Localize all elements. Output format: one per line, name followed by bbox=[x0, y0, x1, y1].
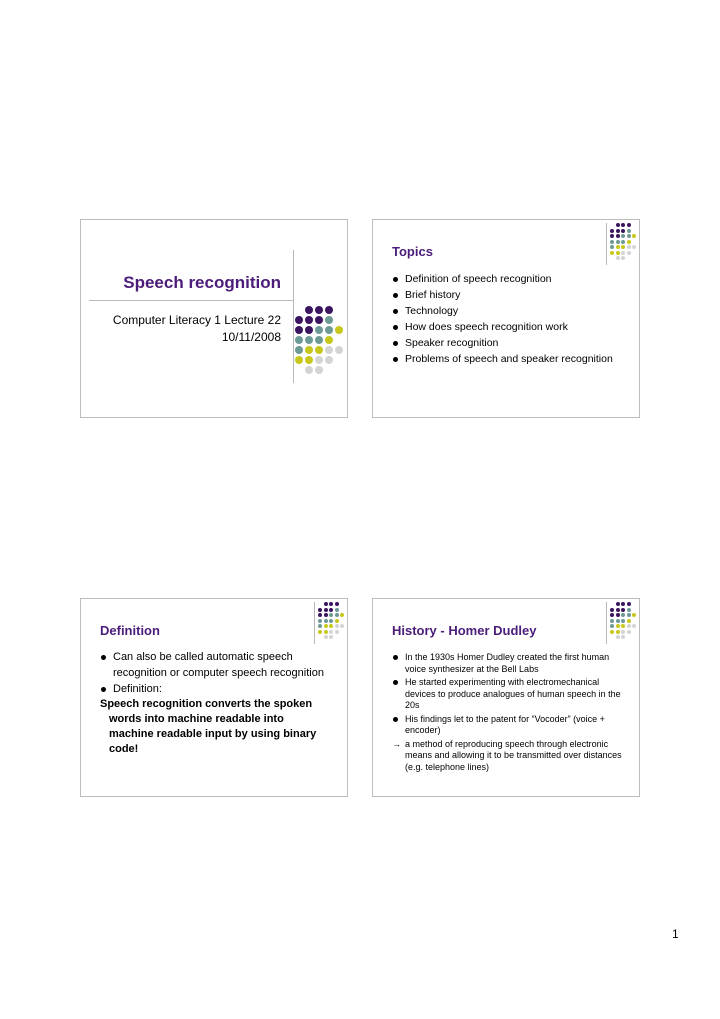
decorative-dot bbox=[325, 346, 333, 354]
list-item: Definition of speech recognition bbox=[392, 271, 613, 287]
decorative-dot bbox=[324, 613, 328, 617]
decorative-dot bbox=[610, 229, 614, 233]
decorative-dot bbox=[340, 624, 344, 628]
decorative-dot bbox=[616, 613, 620, 617]
list-item: He started experimenting with electromechanical devices to produce analogues of human speech in the 20s bbox=[392, 677, 632, 712]
decorative-dot bbox=[616, 602, 620, 606]
decorative-dot bbox=[305, 336, 313, 344]
decorative-dot bbox=[621, 251, 625, 255]
decorative-dot bbox=[324, 630, 328, 634]
decorative-dot bbox=[621, 608, 625, 612]
decorative-dot bbox=[621, 619, 625, 623]
decorative-dot bbox=[335, 630, 339, 634]
decorative-dot bbox=[329, 635, 333, 639]
decorative-dot bbox=[315, 366, 323, 374]
decorative-dot bbox=[295, 346, 303, 354]
decorative-dot bbox=[616, 635, 620, 639]
decorative-dot bbox=[335, 346, 343, 354]
decorative-dot bbox=[621, 602, 625, 606]
decorative-dot bbox=[610, 613, 614, 617]
slide-history bbox=[372, 598, 640, 797]
decorative-dot bbox=[627, 251, 631, 255]
divider-vertical bbox=[314, 602, 315, 644]
decorative-dot bbox=[335, 619, 339, 623]
decorative-dot bbox=[621, 240, 625, 244]
list-item-arrow: → a method of reproducing speech through electronic means and allowing it to be transmitted over distances (e.g. telephone lines) bbox=[392, 739, 632, 774]
decorative-dot bbox=[632, 234, 636, 238]
decorative-dot bbox=[616, 234, 620, 238]
decorative-dot bbox=[627, 223, 631, 227]
decorative-dot bbox=[621, 630, 625, 634]
decorative-dot bbox=[610, 630, 614, 634]
slide-definition bbox=[80, 598, 348, 797]
slide-title bbox=[80, 219, 348, 418]
list-item: Brief history bbox=[392, 287, 613, 303]
slide-heading: History - Homer Dudley bbox=[392, 623, 537, 638]
list-item: Definition: bbox=[100, 681, 335, 697]
decorative-dot bbox=[305, 356, 313, 364]
history-list bbox=[392, 652, 632, 775]
decorative-dot bbox=[329, 624, 333, 628]
decorative-dot bbox=[610, 251, 614, 255]
decorative-dot bbox=[340, 613, 344, 617]
decorative-dot bbox=[335, 624, 339, 628]
decorative-dot bbox=[627, 229, 631, 233]
list-item: His findings let to the patent for “Vocoder” (voice + encoder) bbox=[392, 714, 632, 737]
divider-vertical bbox=[293, 250, 294, 383]
decorative-dot bbox=[325, 336, 333, 344]
decorative-dot bbox=[610, 619, 614, 623]
decorative-dot bbox=[627, 624, 631, 628]
decorative-dot bbox=[627, 245, 631, 249]
decorative-dot bbox=[610, 608, 614, 612]
decorative-dot bbox=[295, 336, 303, 344]
decorative-dot bbox=[315, 356, 323, 364]
decorative-dot bbox=[295, 356, 303, 364]
decorative-dot bbox=[627, 613, 631, 617]
decorative-dot bbox=[616, 223, 620, 227]
decorative-dot bbox=[616, 630, 620, 634]
decorative-dot bbox=[324, 635, 328, 639]
decorative-dot bbox=[621, 223, 625, 227]
decorative-dot bbox=[627, 608, 631, 612]
decorative-dot bbox=[610, 245, 614, 249]
list-item: Can also be called automatic speech recognition or computer speech recognition bbox=[100, 649, 335, 681]
decorative-dot bbox=[315, 316, 323, 324]
decorative-dot bbox=[325, 316, 333, 324]
decorative-dot bbox=[329, 613, 333, 617]
decorative-dot bbox=[627, 234, 631, 238]
decorative-dot bbox=[632, 624, 636, 628]
decorative-dot bbox=[610, 624, 614, 628]
definition-line: words into machine readable into bbox=[109, 713, 284, 725]
decorative-dot bbox=[329, 608, 333, 612]
slide-heading: Topics bbox=[392, 244, 433, 259]
decorative-dot bbox=[305, 366, 313, 374]
definition-line: code! bbox=[109, 743, 139, 755]
slide-topics bbox=[372, 219, 640, 418]
decorative-dot bbox=[305, 316, 313, 324]
page-number: 1 bbox=[672, 927, 679, 941]
decorative-dot bbox=[632, 613, 636, 617]
decorative-dot bbox=[305, 346, 313, 354]
decorative-dot bbox=[329, 619, 333, 623]
decorative-dot bbox=[318, 613, 322, 617]
decorative-dot bbox=[627, 240, 631, 244]
decorative-dot bbox=[335, 602, 339, 606]
list-item: In the 1930s Homer Dudley created the first human voice synthesizer at the Bell Labs bbox=[392, 652, 632, 675]
decorative-dot bbox=[335, 608, 339, 612]
decorative-dot bbox=[324, 619, 328, 623]
list-item: Speaker recognition bbox=[392, 335, 613, 351]
decorative-dot bbox=[621, 635, 625, 639]
decorative-dot bbox=[610, 240, 614, 244]
decorative-dot bbox=[325, 306, 333, 314]
decorative-dot bbox=[295, 326, 303, 334]
decorative-dot bbox=[616, 619, 620, 623]
definition-line: Speech recognition converts the spoken bbox=[100, 698, 313, 710]
decorative-dot bbox=[315, 326, 323, 334]
slide-title-text: Speech recognition bbox=[123, 273, 281, 292]
divider-horizontal bbox=[89, 300, 293, 301]
slide-heading: Definition bbox=[100, 623, 160, 638]
definition-list bbox=[100, 649, 335, 697]
decorative-dot bbox=[621, 234, 625, 238]
decorative-dot bbox=[621, 613, 625, 617]
decorative-dot bbox=[335, 326, 343, 334]
decorative-dot bbox=[616, 251, 620, 255]
decorative-dot bbox=[627, 630, 631, 634]
list-item: Problems of speech and speaker recognition bbox=[392, 351, 613, 367]
decorative-dot bbox=[315, 336, 323, 344]
decorative-dot bbox=[295, 316, 303, 324]
decorative-dot bbox=[627, 619, 631, 623]
decorative-dot bbox=[627, 602, 631, 606]
decorative-dot bbox=[621, 256, 625, 260]
decorative-dot bbox=[632, 245, 636, 249]
decorative-dot bbox=[305, 306, 313, 314]
topics-list bbox=[392, 271, 613, 367]
date-line: 10/11/2008 bbox=[221, 330, 281, 344]
divider-vertical bbox=[606, 223, 607, 265]
decorative-dot bbox=[318, 624, 322, 628]
decorative-dot bbox=[616, 229, 620, 233]
decorative-dot bbox=[616, 624, 620, 628]
decorative-dot bbox=[324, 602, 328, 606]
decorative-dot bbox=[318, 619, 322, 623]
decorative-dot bbox=[325, 356, 333, 364]
decorative-dot bbox=[324, 624, 328, 628]
decorative-dot bbox=[616, 608, 620, 612]
decorative-dot bbox=[315, 306, 323, 314]
decorative-dot bbox=[318, 630, 322, 634]
decorative-dot bbox=[324, 608, 328, 612]
decorative-dot bbox=[616, 245, 620, 249]
decorative-dot bbox=[616, 240, 620, 244]
divider-vertical bbox=[606, 602, 607, 644]
decorative-dot bbox=[329, 602, 333, 606]
decorative-dot bbox=[616, 256, 620, 260]
lecture-line: Computer Literacy 1 Lecture 22 bbox=[112, 313, 281, 327]
decorative-dot bbox=[318, 608, 322, 612]
list-item: Technology bbox=[392, 303, 613, 319]
decorative-dot bbox=[305, 326, 313, 334]
definition-line: machine readable input by using binary bbox=[109, 728, 317, 740]
decorative-dot bbox=[610, 234, 614, 238]
list-item: How does speech recognition work bbox=[392, 319, 613, 335]
decorative-dot bbox=[325, 326, 333, 334]
decorative-dot bbox=[621, 624, 625, 628]
decorative-dot bbox=[621, 229, 625, 233]
decorative-dot bbox=[329, 630, 333, 634]
decorative-dot bbox=[621, 245, 625, 249]
decorative-dot bbox=[335, 613, 339, 617]
definition-text bbox=[100, 697, 330, 757]
decorative-dot bbox=[315, 346, 323, 354]
